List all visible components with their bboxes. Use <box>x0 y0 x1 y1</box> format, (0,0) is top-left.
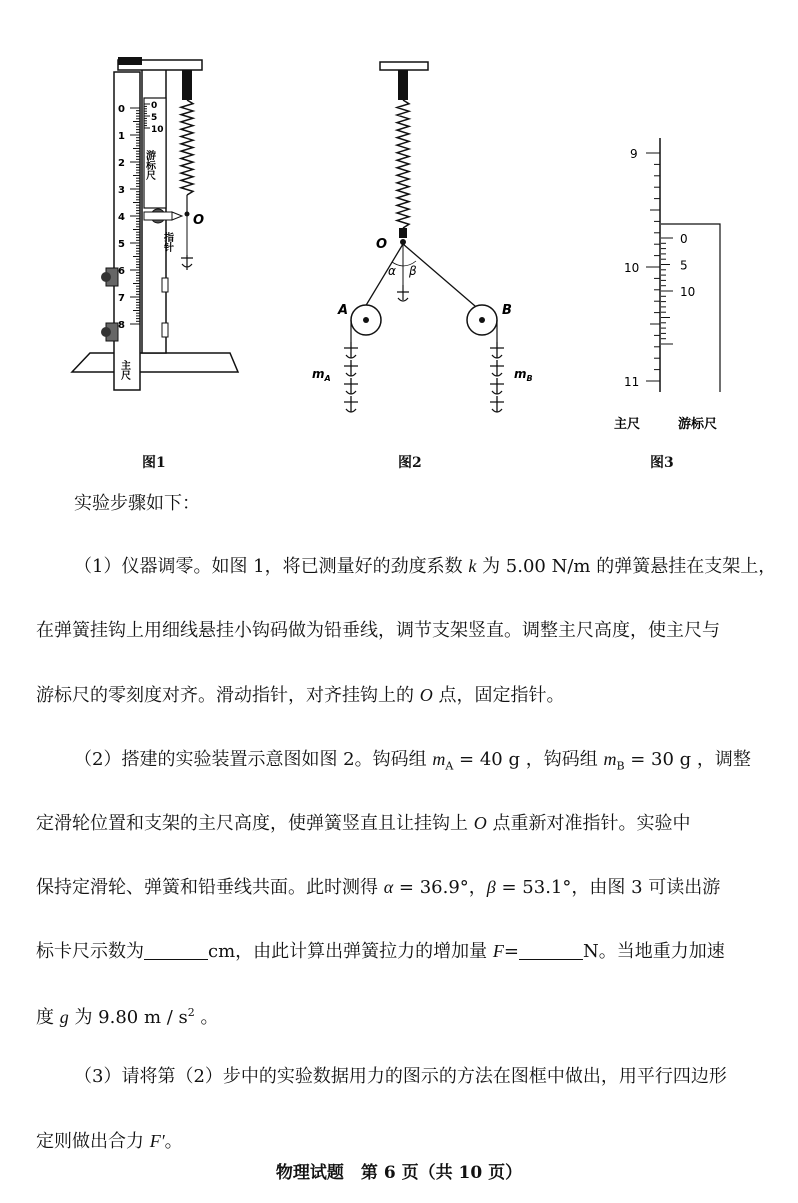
main-scale-tick-label: 5 <box>118 239 125 250</box>
point-b-label: B <box>502 303 512 318</box>
step2-line5: 度 g 为 9.80 m / $s^2$ 。 <box>36 1006 219 1028</box>
vernier-tick-label: 5 <box>151 113 158 123</box>
hook-weight-b <box>490 342 504 358</box>
fig3-main-tick-label: 9 <box>630 147 638 161</box>
main-scale-tick-label: 8 <box>118 320 125 331</box>
figure-1-apparatus <box>60 0 260 440</box>
vernier-label: 游标尺 <box>143 150 155 180</box>
intro-line: 实验步骤如下： <box>74 493 200 514</box>
fig3-main-tick-label: 10 <box>624 261 640 275</box>
figure-2-caption: 图2 <box>398 455 422 471</box>
step1-line1: （1）仪器调零。如图 1，将已测量好的劲度系数 k 为 5.00 N/m 的弹簧悬挂在支架上， <box>74 556 777 577</box>
hook-weight-b <box>490 378 504 394</box>
main-scale-tick-label: 2 <box>118 158 125 169</box>
hook-weight-b <box>490 396 504 412</box>
step2-line2: 定滑轮位置和支架的主尺高度，使弹簧竖直且让挂钩上 O 点重新对准指针。实验中 <box>36 813 691 834</box>
answer-blank-reading[interactable] <box>144 943 208 960</box>
pointer-label: 指针 <box>161 232 173 252</box>
step2-line1: （2）搭建的实验装置示意图如图 2。钩码组 $m_A = 40$ g ，钩码组 $m_B = 30$ g ，调整 <box>74 749 751 773</box>
hook-weight-b <box>490 360 504 376</box>
hook-weight-a <box>344 360 358 376</box>
main-scale-tick-label: 3 <box>118 185 125 196</box>
figure-3-caption: 图3 <box>650 455 674 471</box>
main-scale-tick-label: 6 <box>118 266 125 277</box>
figure-2-setup <box>300 0 540 440</box>
hook-weight-a <box>344 342 358 358</box>
mass-b-label: $m_B$ <box>514 367 533 383</box>
point-o-label: O <box>193 213 205 228</box>
hook-weight-a <box>344 396 358 412</box>
figure-3-vernier-reading <box>600 0 740 440</box>
vernier-tick-label: 10 <box>151 125 164 135</box>
main-scale-tick-label: 0 <box>118 104 125 115</box>
answer-blank-force[interactable] <box>519 943 583 960</box>
step3-line2: 定则做出合力 F′。 <box>36 1131 183 1152</box>
figures-area <box>0 0 798 470</box>
page-footer: 物理试题 第 6 页（共 10 页） <box>275 1163 523 1183</box>
step2-line4: 标卡尺示数为 cm，由此计算出弹簧拉力的增加量 F= N。当地重力加速 <box>36 941 725 962</box>
step2-line3: 保持定滑轮、弹簧和铅垂线共面。此时测得 α = 36.9°，β = 53.1°，由图 3 可读出游 <box>36 877 721 898</box>
fig3-vernier-tick-label: 10 <box>680 285 696 299</box>
fig3-main-tick-label: 11 <box>624 375 640 389</box>
main-scale-label: 主尺 <box>118 360 130 380</box>
alpha-label: α <box>388 264 396 278</box>
hook-weight-a <box>344 378 358 394</box>
main-scale-tick-label: 7 <box>118 293 125 304</box>
fig3-main-label: 主尺 <box>614 417 641 432</box>
fig3-vernier-tick-label: 5 <box>680 258 688 273</box>
fig3-vernier-label: 游标尺 <box>678 417 718 432</box>
step3-line1: （3）请将第（2）步中的实验数据用力的图示的方法在图框中做出，用平行四边形 <box>74 1066 727 1087</box>
point-a-label: A <box>338 303 349 318</box>
point-o-label: O <box>376 237 388 252</box>
mass-a-label: $m_A$ <box>312 367 331 383</box>
step1-line3: 游标尺的零刻度对齐。滑动指针，对齐挂钩上的 O 点，固定指针。 <box>36 685 565 706</box>
main-scale-tick-label: 4 <box>118 212 125 223</box>
vernier-tick-label: 0 <box>151 101 158 111</box>
fig3-vernier-tick-label: 0 <box>680 232 688 246</box>
figure-1-caption: 图1 <box>142 455 166 471</box>
main-scale-tick-label: 1 <box>118 131 125 142</box>
beta-label: β <box>409 264 417 278</box>
step1-line2: 在弹簧挂钩上用细线悬挂小钩码做为铅垂线，调节支架竖直。调整主尺高度，使主尺与 <box>36 620 720 641</box>
